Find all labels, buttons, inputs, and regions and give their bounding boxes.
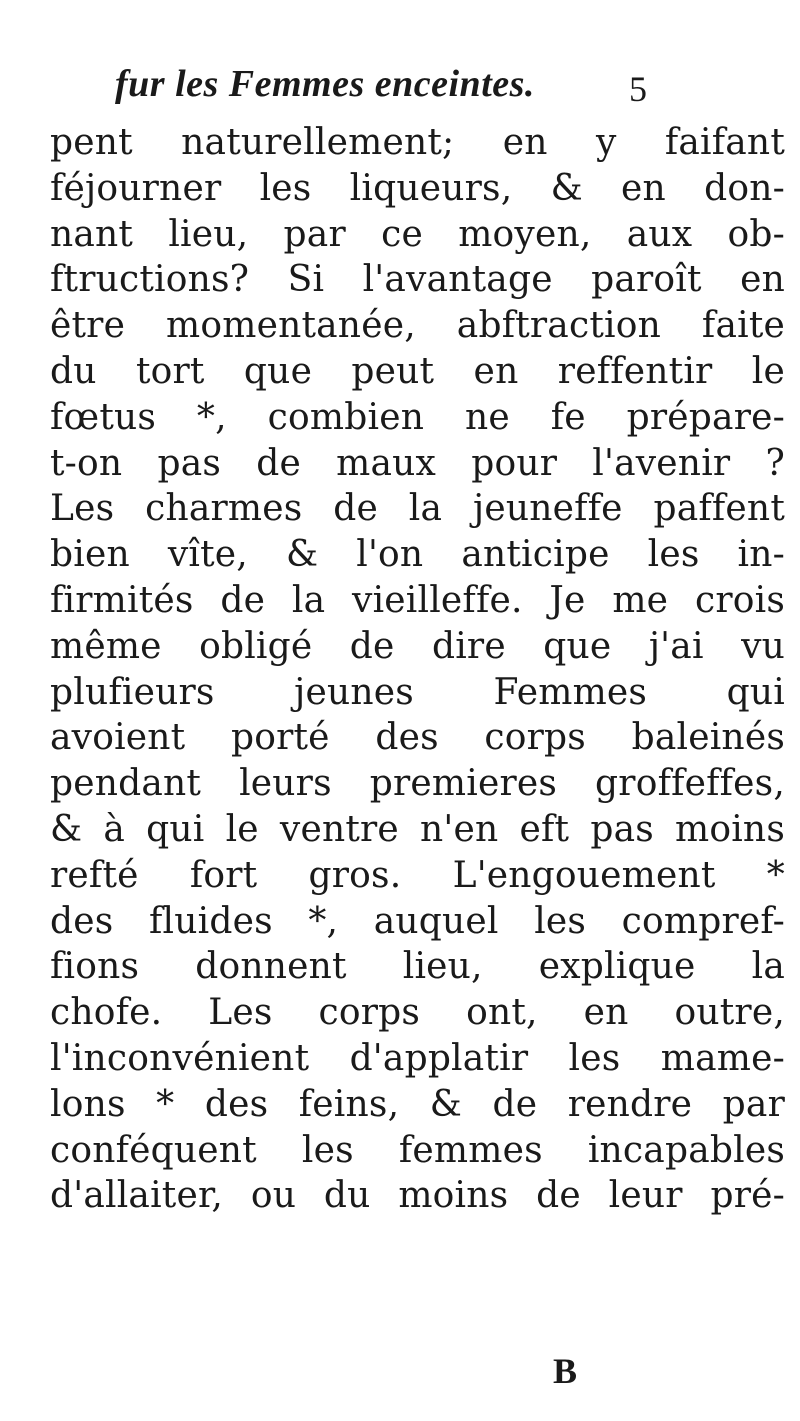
text-line: pent naturellement; en y faifant <box>50 122 785 163</box>
text-line: fœtus *, combien ne fe prépare- <box>50 396 785 438</box>
text-line: refté fort gros. L'engouement * <box>50 854 785 896</box>
text-line: Les charmes de la jeuneffe paffent <box>50 488 785 530</box>
text-line: avoient porté des corps baleinés <box>50 717 785 759</box>
page-number: 5 <box>629 69 647 109</box>
running-head <box>115 62 655 112</box>
text-line: plufieurs jeunes Femmes qui <box>50 671 785 713</box>
body-text <box>50 120 785 1219</box>
signature-mark: B <box>552 1351 577 1391</box>
running-title: fur les Femmes enceintes. <box>115 63 535 105</box>
text-line: fions donnent lieu, explique la <box>50 946 785 988</box>
text-line: nant lieu, par ce moyen, aux ob- <box>50 213 785 255</box>
text-line: lons * des feins, & de rendre par <box>50 1083 785 1125</box>
text-line: firmités de la vieilleffe. Je me crois <box>50 579 785 621</box>
text-line: ftructions? Si l'avantage paroît en <box>50 259 785 301</box>
text-line: même obligé de dire que j'ai vu <box>50 625 785 667</box>
text-line: d'allaiter, ou du moins de leur pré- <box>50 1175 785 1217</box>
text-line: être momentanée, abftraction faite <box>50 305 785 347</box>
text-line: conféquent les femmes incapables <box>50 1129 785 1171</box>
text-line: du tort que peut en reffentir le <box>50 350 785 392</box>
text-line: bien vîte, & l'on anticipe les in- <box>50 534 785 576</box>
text-line: & à qui le ventre n'en eft pas moins <box>50 808 785 850</box>
text-line: féjourner les liqueurs, & en don- <box>50 167 785 209</box>
text-line: chofe. Les corps ont, en outre, <box>50 992 785 1034</box>
text-line: l'inconvénient d'applatir les mame- <box>50 1037 785 1079</box>
text-line: t-on pas de maux pour l'avenir ? <box>50 442 785 484</box>
text-line: pendant leurs premieres groffeffes, <box>50 763 785 805</box>
text-line: des fluides *, auquel les compref- <box>50 900 785 942</box>
